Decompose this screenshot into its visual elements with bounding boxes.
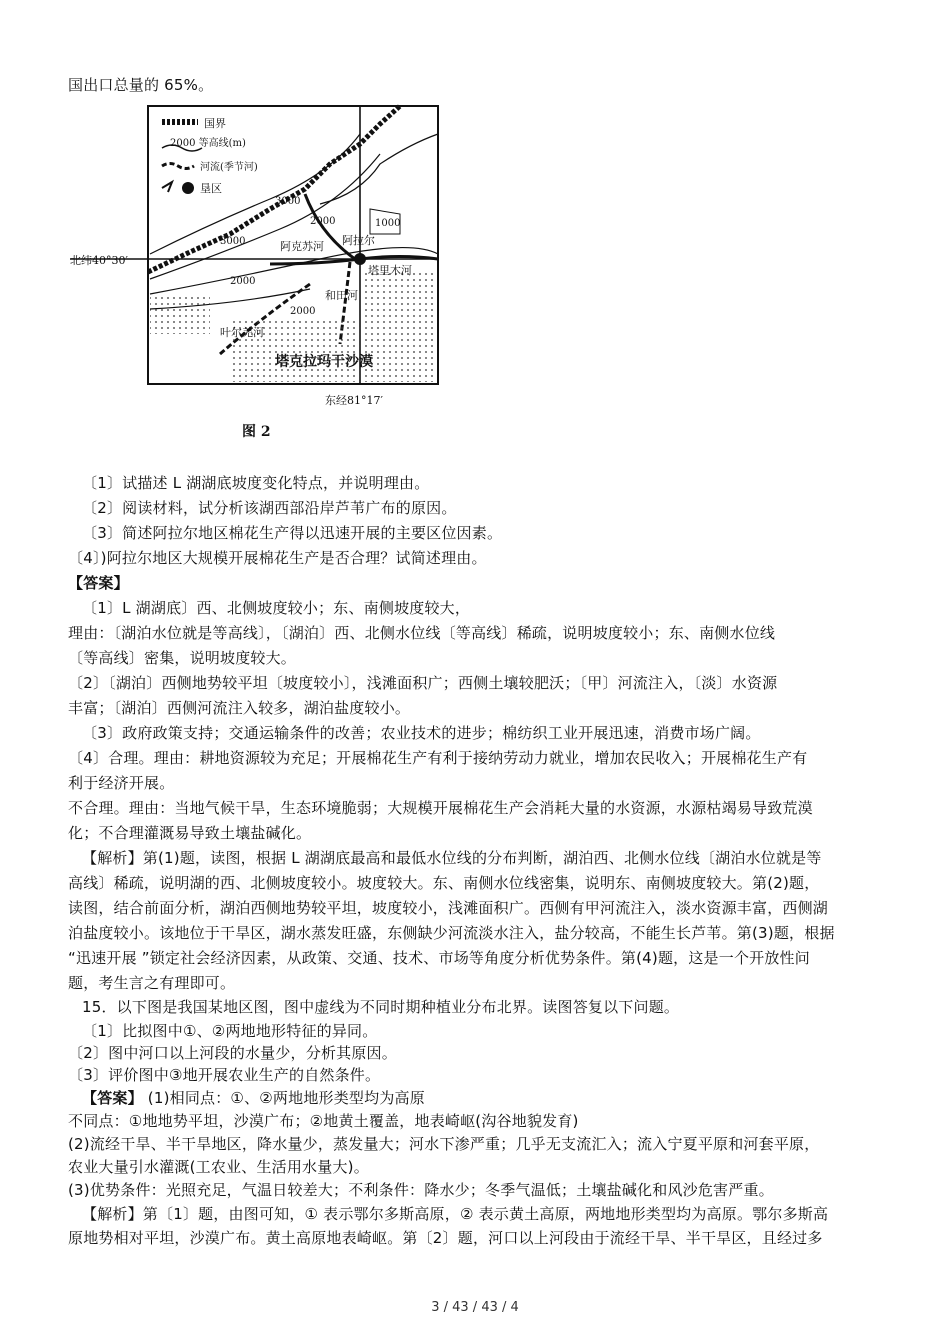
alar-dot xyxy=(354,253,366,265)
place-taklamakan: 塔克拉玛干沙漠 xyxy=(275,354,373,370)
answer-line: 理由：〔湖泊水位就是等高线〕，〔湖泊〕西、北侧水位线〔等高线〕稀疏，说明坡度较小；东、南侧水位线 xyxy=(68,624,776,642)
analysis-line: 读图，结合前面分析，湖泊西侧地势较平坦，坡度较小，浅滩面积广。西侧有甲河流注入，淡水资源丰富，西侧湖 xyxy=(68,899,829,917)
contour-label: 2000 xyxy=(230,276,256,287)
figure-caption: 图 2 xyxy=(242,424,271,440)
q15-question-3: 〔3〕评价图中③地开展农业生产的自然条件。 xyxy=(68,1066,381,1084)
answer-line: 〔1〕L 湖湖底〕西、北侧坡度较小；东、南侧坡度较大， xyxy=(82,599,471,617)
contour-label: 1000 xyxy=(375,218,401,229)
answer-line: 〔3〕政府政策支持；交通运输条件的改善；农业技术的进步；棉纺织工业开展迅速，消费市场广阔。 xyxy=(82,724,761,742)
q15-question-2: 〔2〕图中河口以上河段的水量少，分析其原因。 xyxy=(68,1044,397,1062)
contour-label: 2000 xyxy=(310,216,336,227)
q15-answer-tag: 【答案】 xyxy=(82,1089,143,1107)
place-tarim: 塔里木河 xyxy=(368,264,412,277)
farmland-dot-icon xyxy=(182,182,194,194)
place-alar: 阿拉尔 xyxy=(342,234,375,247)
q15-question-1: 〔1〕比拟图中①、②两地地形特征的异同。 xyxy=(82,1022,378,1040)
page-footer: 3 / 43 / 43 / 4 xyxy=(431,1300,519,1315)
q15-answer-first: (1)相同点：①、②两地地形类型均为高原 xyxy=(142,1089,425,1107)
q15-answer-line: 农业大量引水灌溉(工农业、生活用水量大)。 xyxy=(68,1158,369,1176)
legend-river: 河流(季节河) xyxy=(200,162,258,173)
longitude-label: 东经81°17′ xyxy=(325,394,383,407)
question-2: 〔2〕阅读材料，试分析该湖西部沿岸芦苇广布的原因。 xyxy=(82,499,457,517)
analysis-line: 【解析】第(1)题，读图，根据 L 湖湖底最高和最低水位线的分布判断，湖泊西、北侧水位线〔湖泊水位就是等 xyxy=(82,849,822,867)
q15-answer-first-line xyxy=(82,1087,898,1109)
top-line: 国出口总量的 65%。 xyxy=(68,76,214,94)
contour-label: 3000 xyxy=(220,236,246,247)
q15-title: 15．以下图是我国某地区图，图中虚线为不同时期种植业分布北界。读图答复以下问题。 xyxy=(82,998,680,1016)
q15-answer-line: (2)流经干旱、半干旱地区，降水量少，蒸发量大；河水下渗严重；几乎无支流汇入；流入宁夏平原和河套平原， xyxy=(68,1135,820,1153)
latitude-label: 北纬40°30′ xyxy=(70,254,128,267)
question-1: 〔1〕试描述 L 湖湖底坡度变化特点，并说明理由。 xyxy=(82,474,430,492)
question-3: 〔3〕简述阿拉尔地区棉花生产得以迅速开展的主要区位因素。 xyxy=(82,524,503,542)
q15-analysis-line: 原地势相对平坦，沙漠广布。黄土高原地表崎岖。第〔2〕题，河口以上河段由于流经干旱、半干旱区，且经过多 xyxy=(68,1229,823,1247)
answer-line: 〔4〕合理。理由：耕地资源较为充足；开展棉花生产有利于接纳劳动力就业，增加农民收入；开展棉花生产有 xyxy=(68,749,808,767)
analysis-line: 泊盐度较小。该地位于干旱区，湖水蒸发旺盛，东侧缺少河流淡水注入，盐分较高，不能生长芦苇。第(3)题，根据 xyxy=(68,924,835,942)
legend-farmland: 垦区 xyxy=(200,182,222,195)
contour-label: 3000 xyxy=(275,196,301,207)
answer-line: 丰富；〔湖泊〕西侧河流注入较多，湖泊盐度较小。 xyxy=(68,699,411,717)
place-yarkand: 叶尔羌河 xyxy=(220,326,264,339)
analysis-line: “迅速开展 ”锁定社会经济因素，从政策、交通、技术、市场等角度分析优势条件。第(4)题，这是一个开放性问 xyxy=(68,949,810,967)
analysis-line: 高线〕稀疏，说明湖的西、北侧坡度较小。坡度较大。东、南侧水位线密集，说明东、南侧坡度较大。第(2)题， xyxy=(68,874,820,892)
answer-line: 不合理。理由：当地气候干旱，生态环境脆弱；大规模开展棉花生产会消耗大量的水资源，水源枯竭易导致荒漠 xyxy=(68,799,813,817)
answer-line: 化；不合理灌溉易导致土壤盐碱化。 xyxy=(68,824,312,842)
q15-analysis-line: 【解析】第〔1〕题，由图可知，① 表示鄂尔多斯高原，② 表示黄土高原，两地地形类型均为高原。鄂尔多斯高 xyxy=(82,1205,829,1223)
analysis-line: 题，考生言之有理即可。 xyxy=(68,974,236,992)
map-figure xyxy=(70,104,460,449)
legend-contour: 2000 等高线(m) xyxy=(170,138,246,149)
answer-tag: 【答案】 xyxy=(68,574,129,592)
place-aksu: 阿克苏河 xyxy=(280,240,324,253)
answer-line: 〔2〕〔湖泊〕西侧地势较平坦〔坡度较小〕，浅滩面积广；西侧土壤较肥沃；〔甲〕河流注入，〔淡〕水资源 xyxy=(68,674,778,692)
contour-label: 2000 xyxy=(290,306,316,317)
q15-answer-line: (3)优势条件：光照充足，气温日较差大；不利条件：降水少；冬季气温低；土壤盐碱化和风沙危害严重。 xyxy=(68,1181,774,1199)
q15-answer-line: 不同点：①地地势平坦，沙漠广布；②地黄土覆盖，地表崎岖(沟谷地貌发育) xyxy=(68,1112,579,1130)
answer-line: 〔等高线〕密集，说明坡度较大。 xyxy=(68,649,297,667)
answer-line: 利于经济开展。 xyxy=(68,774,175,792)
question-4: 〔4〕)阿拉尔地区大规模开展棉花生产是否合理？试简述理由。 xyxy=(68,549,487,567)
legend-border: 国界 xyxy=(204,117,226,130)
place-hotan: 和田河 xyxy=(325,289,358,302)
